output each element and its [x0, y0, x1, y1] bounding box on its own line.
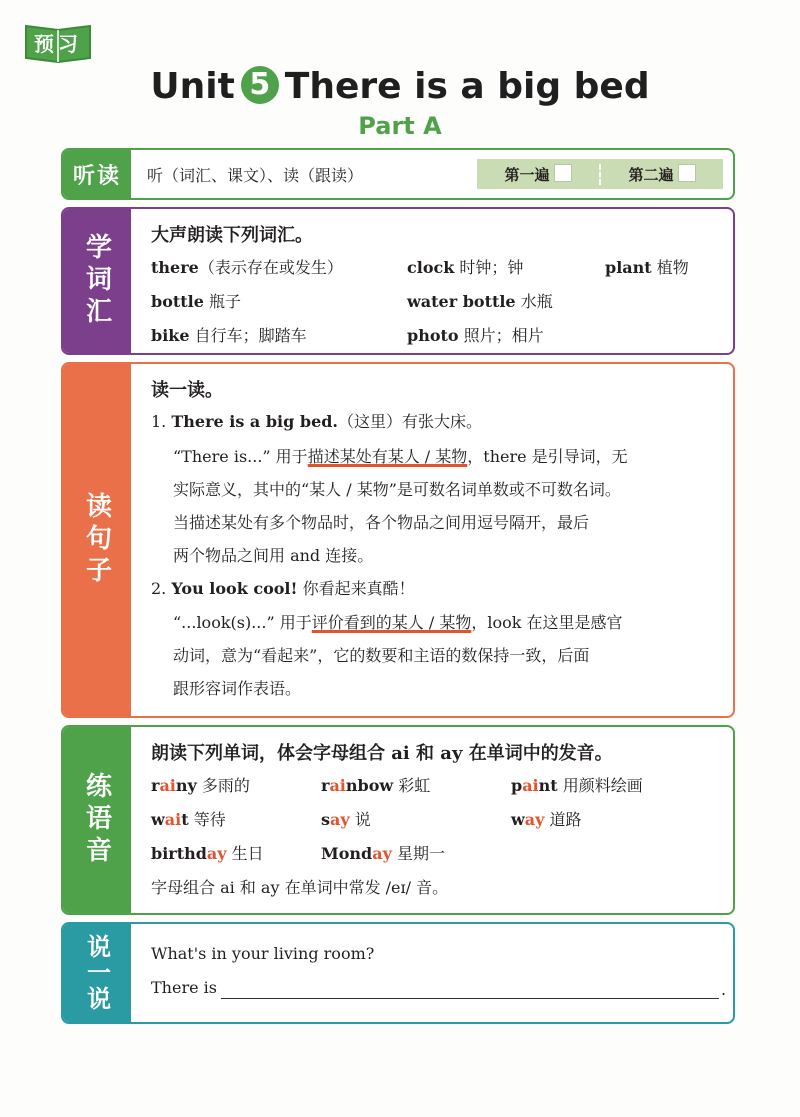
- speak-label: 说一说: [63, 924, 131, 1022]
- listen-text: 听（词汇、课文）、读（跟读）: [147, 166, 364, 185]
- vocab-item: plant 植物: [605, 258, 689, 277]
- vocab-label: 学词汇: [63, 209, 131, 353]
- second-pass[interactable]: 第二遍: [601, 164, 723, 185]
- preview-badge: [22, 22, 94, 64]
- phonics-word: birthday 生日: [151, 844, 264, 863]
- vocab-item: photo 照片；相片: [407, 326, 544, 345]
- sentences-label: 读句子: [63, 364, 131, 716]
- phonics-word: rainbow 彩虹: [321, 776, 431, 795]
- sentences-section: [61, 362, 735, 718]
- phonics-word: paint 用颜料绘画: [511, 776, 643, 795]
- phonics-section: [61, 725, 735, 915]
- explain-line: 动词，意为“看起来”，它的数要和主语的数保持一致，后面: [173, 646, 590, 665]
- second-pass-checkbox[interactable]: [678, 164, 696, 182]
- badge-text: 预习: [34, 32, 82, 56]
- explain-line: 两个物品之间用 and 连接。: [173, 546, 374, 565]
- speak-question: What's in your living room?: [151, 944, 375, 963]
- listen-label: 听读: [63, 150, 131, 198]
- vocab-item: clock 时钟；钟: [407, 258, 524, 277]
- explain-line: 跟形容词作表语。: [173, 679, 302, 698]
- phonics-heading: 朗读下列单词，体会字母组合 ai 和 ay 在单词中的发音。: [151, 743, 613, 764]
- phonics-word: say 说: [321, 810, 371, 829]
- vocab-section: [61, 207, 735, 355]
- unit-number: 5: [241, 66, 279, 104]
- phonics-note: 字母组合 ai 和 ay 在单词中常发 /eɪ/ 音。: [151, 878, 449, 897]
- speak-period: .: [721, 980, 727, 999]
- sentence-2: 2. You look cool! 你看起来真酷！: [151, 579, 415, 598]
- explain-line: 实际意义，其中的“某人 / 某物”是可数名词单数或不可数名词。: [173, 480, 621, 499]
- phonics-word: Monday 星期一: [321, 844, 445, 863]
- vocab-heading: 大声朗读下列词汇。: [151, 225, 313, 246]
- phonics-word: way 道路: [511, 810, 582, 829]
- explain-line: “There is...” 用于描述某处有某人 / 某物，there 是引导词，无: [173, 447, 628, 466]
- sentences-heading: 读一读。: [151, 380, 223, 401]
- explain-line: “...look(s)...” 用于评价看到的某人 / 某物，look 在这里是感官: [173, 613, 623, 632]
- vocab-item: water bottle 水瓶: [407, 292, 553, 311]
- phonics-label: 练语音: [63, 727, 131, 913]
- explain-line: 当描述某处有多个物品时，各个物品之间用逗号隔开，最后: [173, 513, 590, 532]
- read-progress: [477, 159, 723, 189]
- sentence-1: 1. There is a big bed.（这里）有张大床。: [151, 412, 483, 431]
- vocab-item: there（表示存在或发生）: [151, 258, 343, 277]
- speak-prompt: There is: [151, 978, 217, 997]
- page-title: Unit 5 There is a big bed: [150, 66, 650, 107]
- vocab-item: bike 自行车；脚踏车: [151, 326, 307, 345]
- vocab-item: bottle 瓶子: [151, 292, 242, 311]
- phonics-word: rainy 多雨的: [151, 776, 250, 795]
- speak-section: [61, 922, 735, 1024]
- answer-blank[interactable]: [221, 998, 719, 999]
- page-subtitle: Part A: [358, 112, 442, 140]
- listen-section: [61, 148, 735, 200]
- first-pass-checkbox[interactable]: [554, 164, 572, 182]
- first-pass[interactable]: 第一遍: [477, 164, 601, 185]
- phonics-word: wait 等待: [151, 810, 226, 829]
